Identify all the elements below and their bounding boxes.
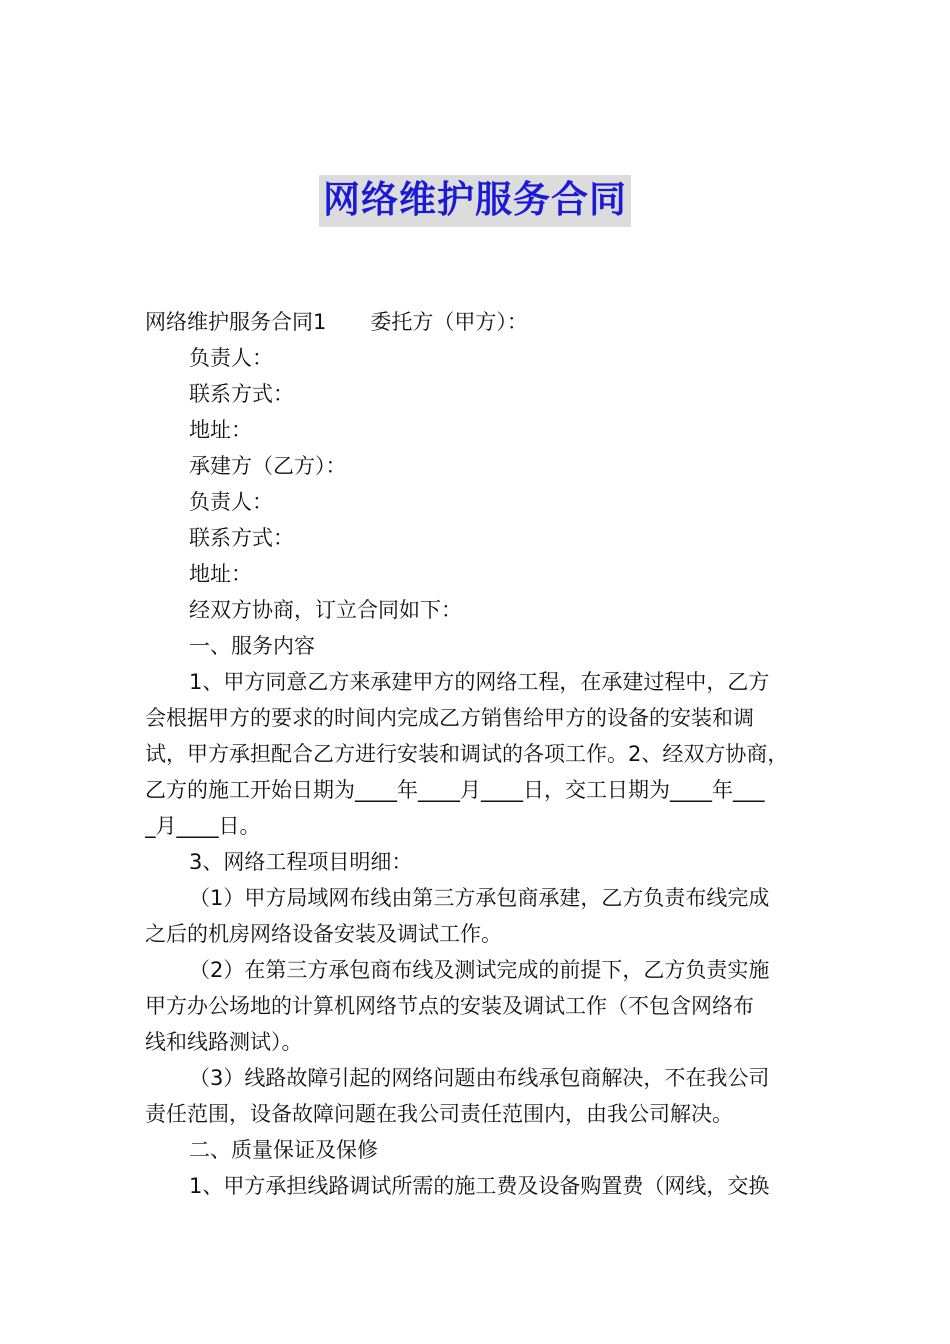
body-line: 责任范围，设备故障问题在我公司责任范围内，由我公司解决。 [145,1102,733,1126]
body-line: （3）线路故障引起的网络问题由布线承包商解决，不在我公司 [189,1066,770,1090]
section-heading: 二、质量保证及保修 [189,1138,378,1162]
body-line: 线和线路测试）。 [145,1030,303,1054]
body-line: 联系方式： [189,526,294,550]
body-line: 负责人： [189,490,273,514]
body-line: 负责人： [189,346,273,370]
body-line: 试，甲方承担配合乙方进行安装和调试的各项工作。2、经双方协商， [145,742,789,766]
title-wrap [0,175,950,227]
line-text: 网络维护服务合同1 [145,310,327,334]
body-line: （1）甲方局域网布线由第三方承包商承建，乙方负责布线完成 [189,886,770,910]
body-line: （2）在第三方承包商布线及测试完成的前提下，乙方负责实施 [189,958,770,982]
body-line: 地址： [189,562,252,586]
document-title: 网络维护服务合同 [319,175,631,227]
body-line: 3、网络工程项目明细： [189,850,413,874]
document-body [145,304,825,1204]
body-line: 1、甲方承担线路调试所需的施工费及设备购置费（网线，交换 [189,1174,770,1198]
body-line: 乙方的施工开始日期为____年____月____日，交工日期为____年___ [145,778,765,802]
line-text-extra: 委托方（甲方）： [370,310,528,334]
body-line: 联系方式： [189,382,294,406]
body-line: 承建方（乙方）： [189,454,347,478]
body-line: 1、甲方同意乙方来承建甲方的网络工程，在承建过程中，乙方 [189,670,770,694]
body-line: 甲方办公场地的计算机网络节点的安装及调试工作（不包含网络布 [145,994,754,1018]
body-line: 经双方协商，订立合同如下： [189,598,462,622]
body-line: 会根据甲方的要求的时间内完成乙方销售给甲方的设备的安装和调 [145,706,754,730]
body-line [145,304,825,340]
body-line: _月____日。 [145,814,261,838]
body-line: 地址： [189,418,252,442]
section-heading: 一、服务内容 [189,634,315,658]
body-line: 之后的机房网络设备安装及调试工作。 [145,922,502,946]
